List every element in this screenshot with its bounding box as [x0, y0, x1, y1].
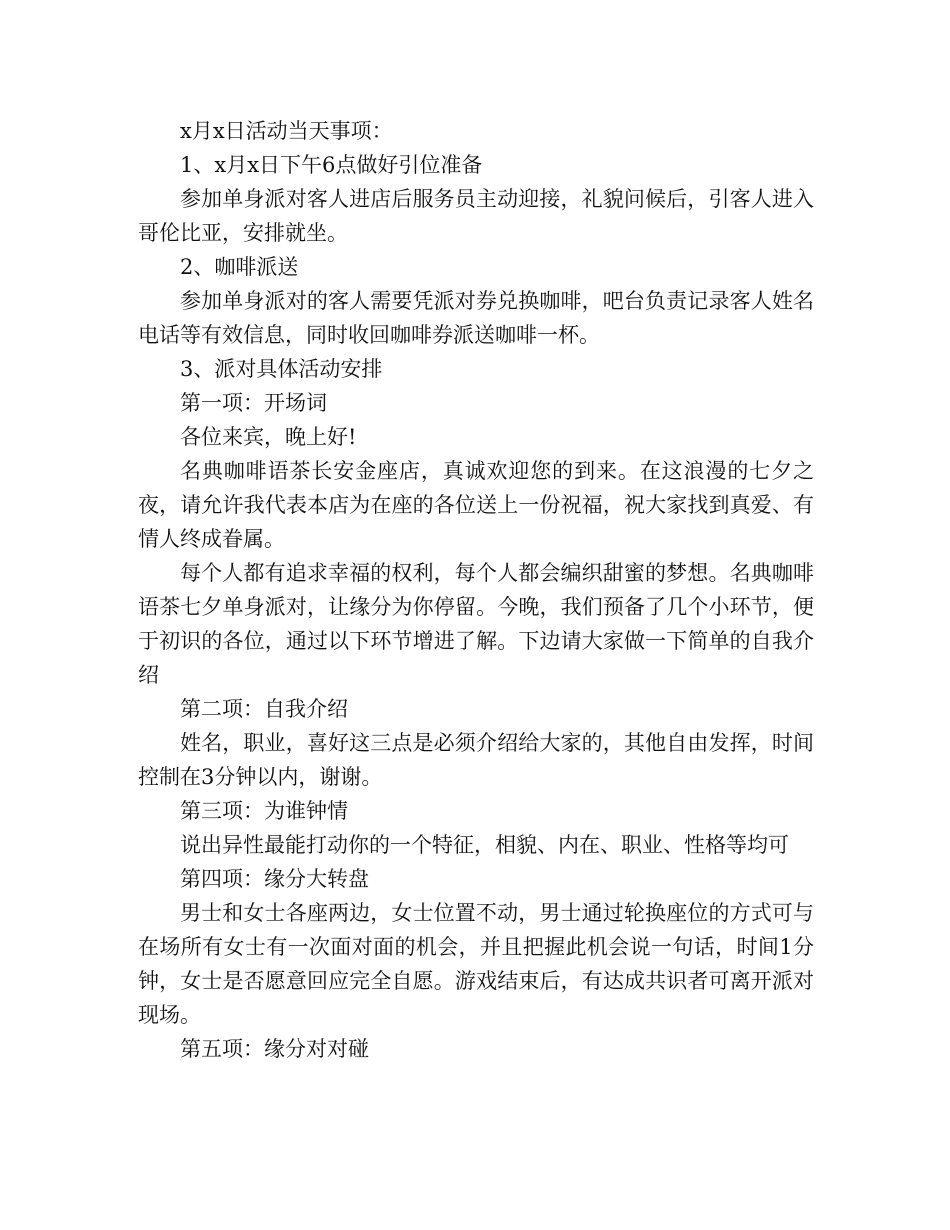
paragraph-item-1-title: 第一项：开场词 [180, 391, 327, 415]
paragraph-step-2-title: 2、咖啡派送 [180, 255, 299, 279]
paragraph-item-4-title: 第四项：缘分大转盘 [180, 867, 369, 891]
paragraph-item-3-title: 第三项：为谁钟情 [180, 799, 348, 823]
paragraph-event-day-heading: x月x日活动当天事项： [180, 119, 393, 143]
paragraph-greeting: 各位来宾，晚上好! [180, 425, 357, 449]
paragraph-step-1-title: 1、x月x日下午6点做好引位准备 [180, 153, 483, 177]
paragraph-item-5-title: 第五项：缘分对对碰 [180, 1037, 369, 1061]
paragraph-item-2-title: 第二项：自我介绍 [180, 697, 348, 721]
paragraph-step-3-title: 3、派对具体活动安排 [180, 357, 383, 381]
paragraph-step-1-body: 参加单身派对客人进店后服务员主动迎接，礼貌问候后，引客人进入哥伦比亚，安排就坐。 [138, 187, 814, 245]
document-body [138, 114, 814, 1066]
paragraph-step-2-body: 参加单身派对的客人需要凭派对券兑换咖啡，吧台负责记录客人姓名电话等有效信息，同时收回咖啡券派送咖啡一杯。 [138, 289, 814, 347]
paragraph-introduction: 每个人都有追求幸福的权利，每个人都会编织甜蜜的梦想。名典咖啡语茶七夕单身派对，让缘分为你停留。今晚，我们预备了几个小环节，便于初识的各位，通过以下环节增进了解。下边请大家做一下简单的自我介绍 [138, 561, 814, 687]
paragraph-item-3-body: 说出异性最能打动你的一个特征，相貌、内在、职业、性格等均可 [180, 833, 789, 857]
paragraph-item-4-body: 男士和女士各座两边，女士位置不动，男士通过轮换座位的方式可与在场所有女士有一次面对面的机会，并且把握此机会说一句话，时间1分钟，女士是否愿意回应完全自愿。游戏结束后，有达成共识者可离开派对现场。 [138, 901, 814, 1027]
paragraph-welcome: 名典咖啡语茶长安金座店，真诚欢迎您的到来。在这浪漫的七夕之夜，请允许我代表本店为在座的各位送上一份祝福，祝大家找到真爱、有情人终成眷属。 [138, 459, 814, 551]
paragraph-item-2-body: 姓名，职业，喜好这三点是必须介绍给大家的，其他自由发挥，时间控制在3分钟以内，谢谢。 [138, 731, 814, 789]
